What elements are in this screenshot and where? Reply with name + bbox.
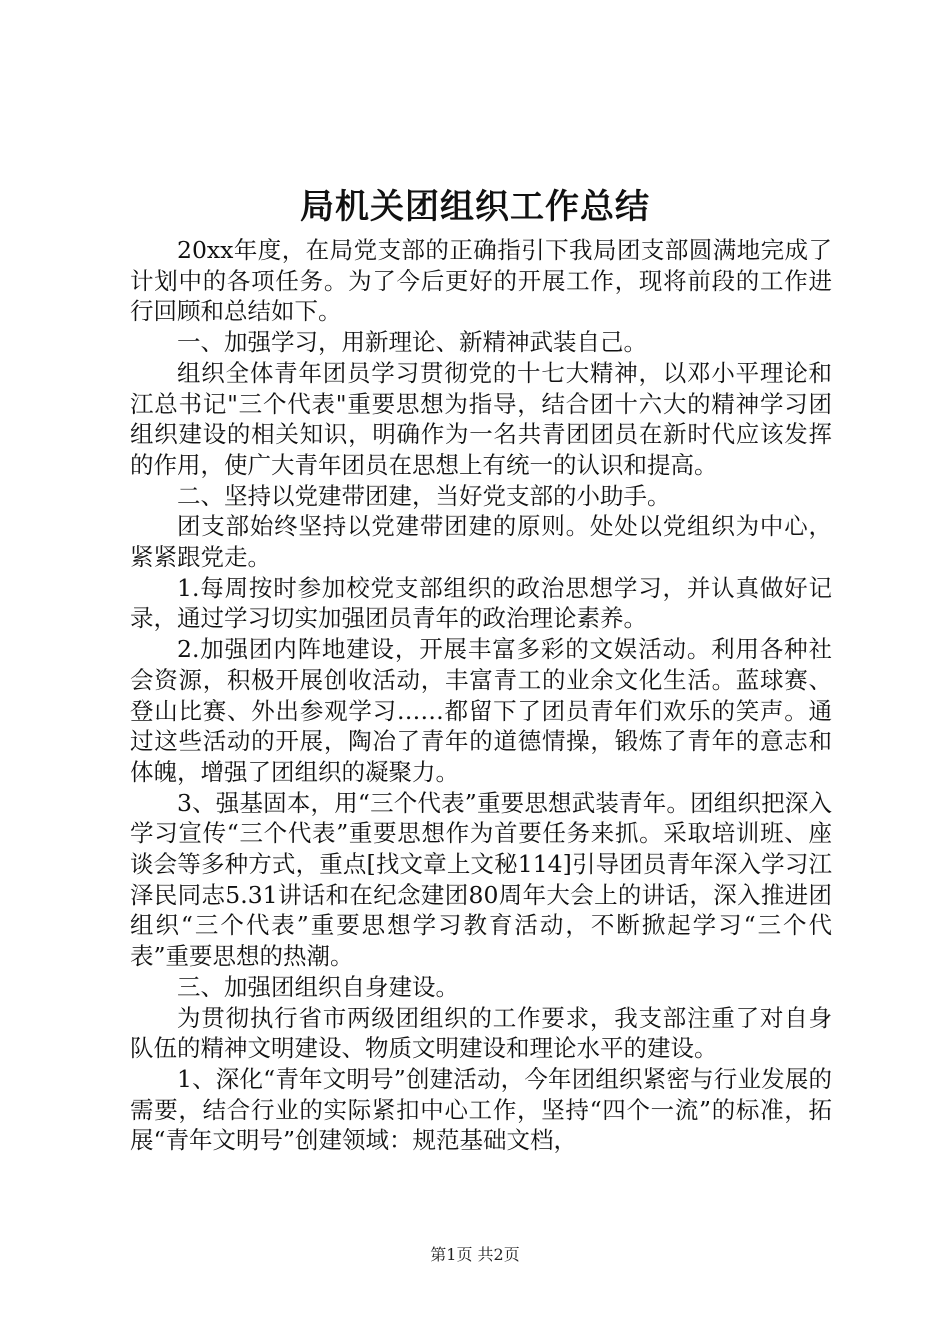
list-item-2-2: 2.加强团内阵地建设，开展丰富多彩的文娱活动。利用各种社会资源，积极开展创收活动，丰富青工的业余文化生活。蓝球赛、登山比赛、外出参观学习……都留下了团员青年们欢乐的笑声。通过这些活动的开展，陶冶了青年的道德情操，锻炼了青年的意志和体魄，增强了团组织的凝聚力。 — [130, 635, 832, 786]
paragraph-section-3: 为贯彻执行省市两级团组织的工作要求，我支部注重了对自身队伍的精神文明建设、物质文明建设和理论水平的建设。 — [130, 1003, 832, 1063]
page-footer: 第1页 共2页 — [430, 1245, 520, 1264]
paragraph-intro: 20xx年度，在局党支部的正确指引下我局团支部圆满地完成了计划中的各项任务。为了今后更好的开展工作，现将前段的工作进行回顾和总结如下。 — [130, 236, 832, 326]
paragraph-section-2: 团支部始终坚持以党建带团建的原则。处处以党组织为中心，紧紧跟党走。 — [130, 512, 832, 572]
paragraph-section-1: 组织全体青年团员学习贯彻党的十七大精神，以邓小平理论和江总书记"三个代表"重要思想为指导，结合团十六大的精神学习团组织建设的相关知识，明确作为一名共青团团员在新时代应该发挥的作用，使广大青年团员在思想上有统一的认识和提高。 — [130, 358, 832, 479]
document-title: 局机关团组织工作总结 — [300, 187, 650, 227]
section-heading-2: 二、坚持以党建带团建，当好党支部的小助手。 — [177, 481, 671, 510]
list-item-3-1: 1、深化“青年文明号”创建活动，今年团组织紧密与行业发展的需要，结合行业的实际紧扣中心工作，坚持“四个一流”的标准，拓展“青年文明号”创建领域：规范基础文档， — [130, 1064, 832, 1155]
section-heading-1: 一、加强学习，用新理论、新精神武装自己。 — [177, 328, 647, 357]
list-item-2-1: 1.每周按时参加校党支部组织的政治思想学习，并认真做好记录，通过学习切实加强团员青年的政治理论素养。 — [130, 573, 832, 633]
document-body — [130, 235, 832, 1156]
section-heading-3: 三、加强团组织自身建设。 — [177, 972, 459, 1001]
list-item-2-3: 3、强基固本，用“三个代表”重要思想武装青年。团组织把深入学习宣传“三个代表”重要思想作为首要任务来抓。采取培训班、座谈会等多种方式，重点[找文章上文秘114]引导团员青年深入学习江泽民同志5.31讲话和在纪念建团80周年大会上的讲话，深入推进团组织“三个代表”重要思想学习教育活动，不断掀起学习“三个代表”重要思想的热潮。 — [130, 788, 832, 971]
